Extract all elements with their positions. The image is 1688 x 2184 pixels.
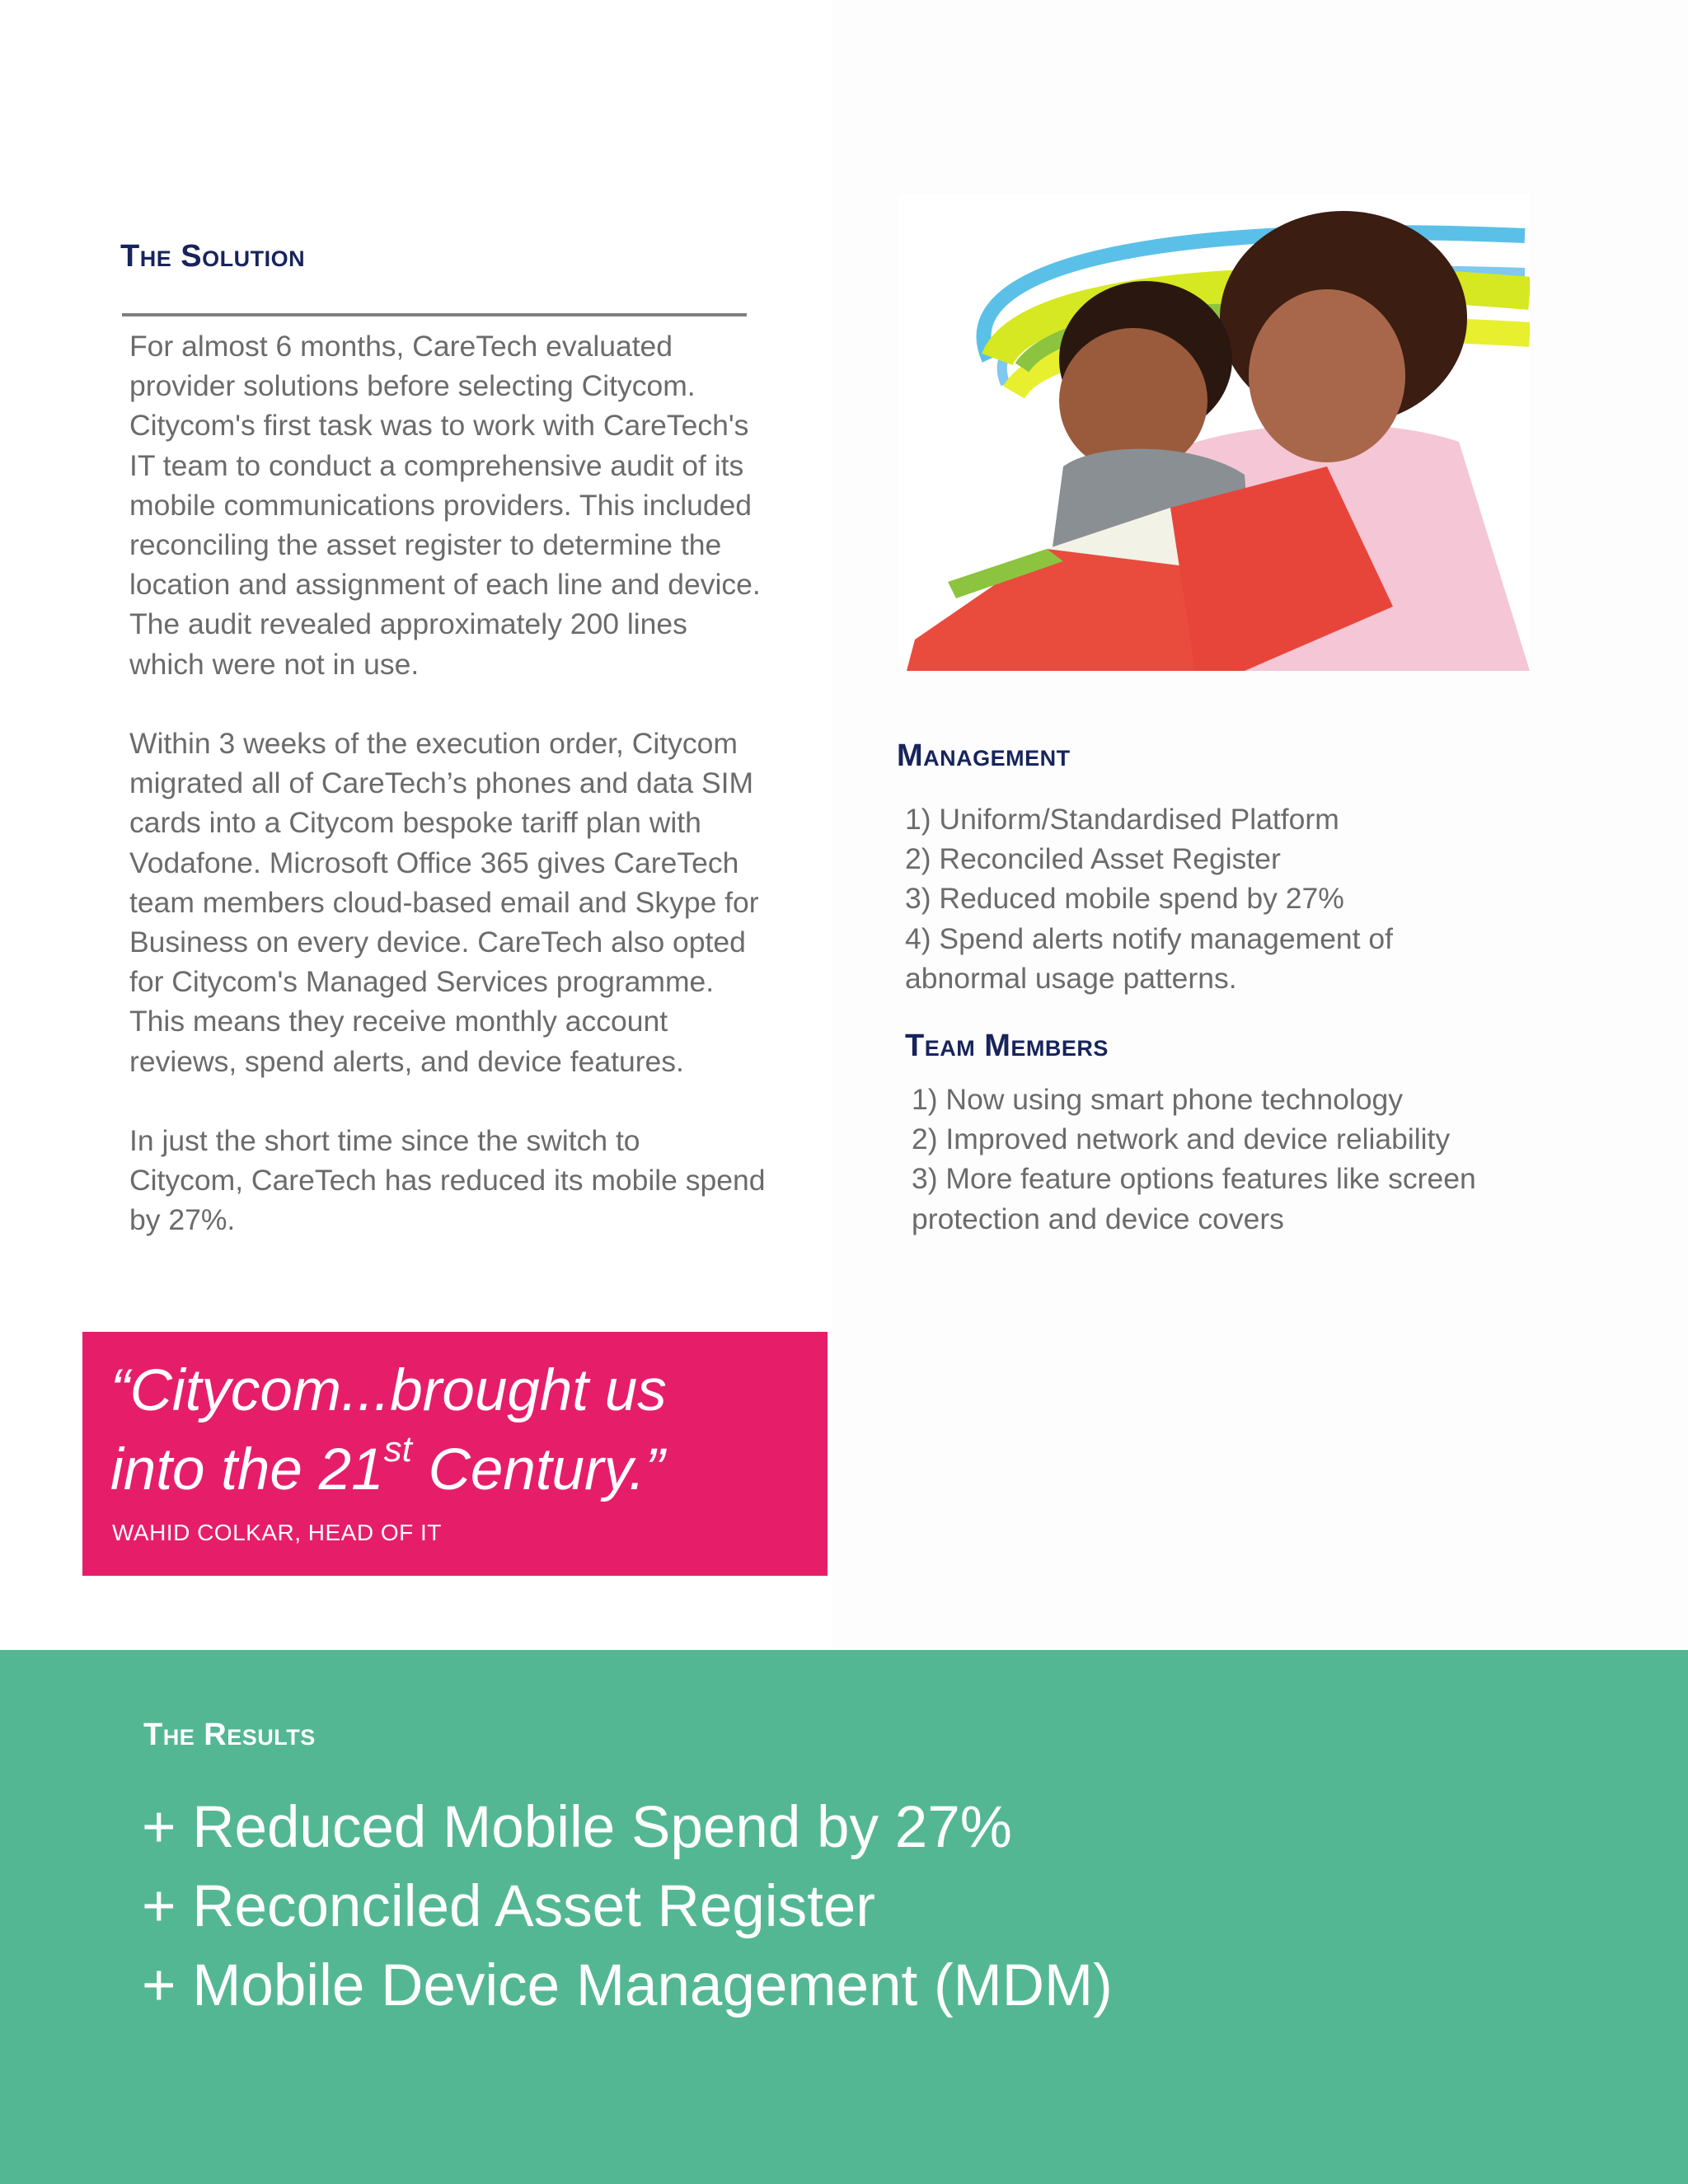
result-item: + Mobile Device Management (MDM) (142, 1953, 1113, 2018)
mother-child-reading-photo (898, 194, 1530, 671)
team-members-list: 1) Now using smart phone technology 2) Improved network and device reliability 3) More feature options features like screen protection and device covers (912, 1083, 1476, 1235)
solution-paragraph-1: For almost 6 months, CareTech evaluated provider solutions before selecting Citycom. Citycom's first task was to work with CareTech's IT team to conduct a comprehensive audit of its mobile communications providers. This included reconciling the asset register to determine the location and assignment of each line and device. The audit revealed approximately 200 lines which were not in use. (129, 330, 761, 681)
management-list: 1) Uniform/Standardised Platform 2) Reconciled Asset Register 3) Reduced mobile spend by 27% 4) Spend alerts notify management of abnormal usage patterns. (905, 803, 1394, 995)
solution-paragraph-3: In just the short time since the switch to Citycom, CareTech has reduced its mobile spend by 27%. (129, 1124, 766, 1237)
result-item: + Reconciled Asset Register (142, 1874, 875, 1939)
solution-heading: The Solution (120, 239, 306, 274)
team-members-heading: Team Members (905, 1029, 1109, 1063)
quote-line-2-pre: into the 21 (110, 1437, 384, 1502)
quote-attribution: WAHID COLKAR, HEAD OF IT (112, 1520, 442, 1545)
quote-line-2-post: Century.” (411, 1437, 665, 1502)
results-heading: The Results (143, 1718, 316, 1752)
quote-line-1: “Citycom...brought us (110, 1358, 667, 1423)
results-section (0, 1650, 1688, 2184)
quote-text (110, 1352, 819, 1510)
result-item: + Reduced Mobile Spend by 27% (142, 1795, 1012, 1860)
solution-divider (122, 313, 747, 316)
solution-paragraph-2: Within 3 weeks of the execution order, Citycom migrated all of CareTech’s phones and data SIM cards into a Citycom bespoke tariff plan with Vodafone. Microsoft Office 365 gives CareTech team members cloud-based email and Skype for Business on every device. CareTech also opted for Citycom's Managed Services programme. This means they receive monthly account reviews, spend alerts, and device features. (129, 727, 759, 1078)
testimonial-quote-box (82, 1332, 828, 1576)
management-heading: Management (897, 738, 1071, 773)
quote-superscript: st (383, 1429, 412, 1469)
results-list (142, 1788, 1113, 2026)
